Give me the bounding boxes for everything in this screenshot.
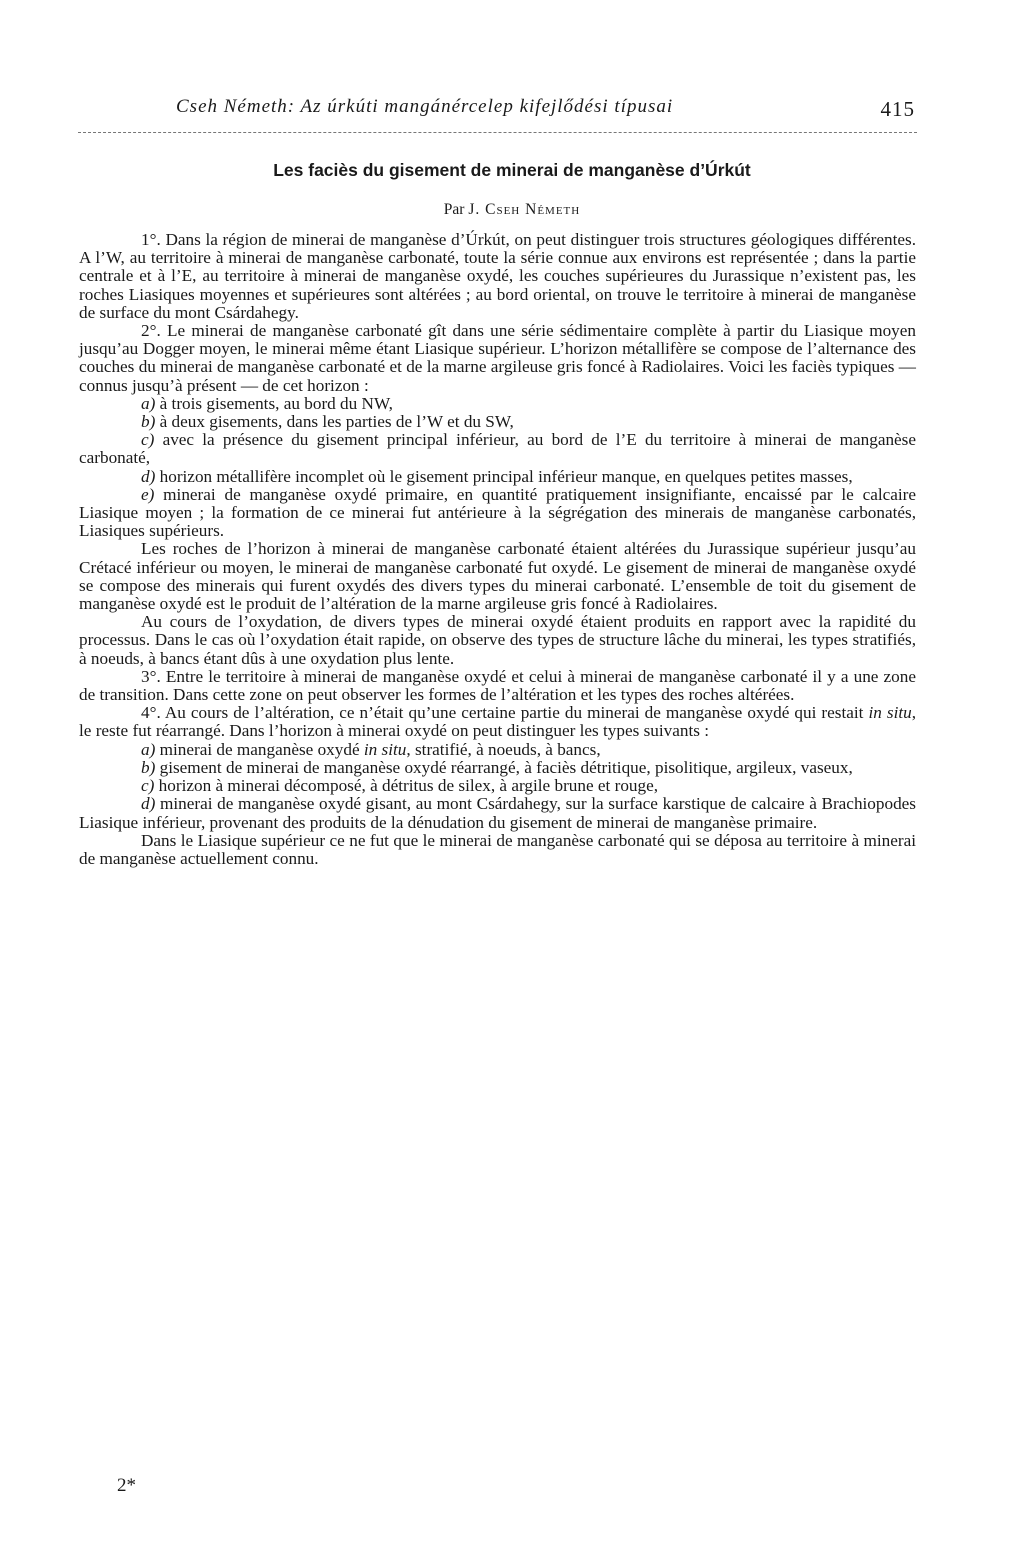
paragraph: [79, 668, 916, 704]
paragraph-text: à deux gisements, dans les parties de l’W et du SW,: [159, 412, 514, 432]
paragraph-text-after: , le reste fut réarrangé. Dans l’horizon à minerai oxydé on peut distinguer les types suivants :: [79, 703, 917, 741]
item-label: b): [141, 757, 156, 777]
list-item: [79, 741, 916, 759]
item-label: e): [141, 484, 155, 504]
list-item: [79, 486, 916, 541]
list-item: [79, 431, 916, 467]
paragraph-text: avec la présence du gisement principal inférieur, au bord de l’E du territoire à minerai de manganèse carbonaté,: [79, 430, 917, 468]
paragraph: [79, 613, 916, 668]
paragraph: [79, 231, 916, 322]
paragraph-text: minerai de manganèse oxydé: [159, 739, 360, 759]
emphasis: in situ: [868, 703, 912, 723]
item-label: a): [141, 393, 156, 413]
list-item: [79, 759, 916, 777]
paragraph-text: gisement de minerai de manganèse oxydé réarrangé, à faciès détritique, pisolitique, argileux, vaseux,: [159, 757, 853, 777]
author-name: J. Cseh Németh: [468, 201, 581, 218]
byline: [0, 201, 1024, 219]
paragraph-text-after: , stratifié, à noeuds, à bancs,: [406, 739, 601, 759]
paragraph-text: Dans le Liasique supérieur ce ne fut que le minerai de manganèse carbonaté qui se déposa au territoire à minerai de manganèse actuellement connu.: [79, 830, 916, 868]
item-label: a): [141, 739, 156, 759]
list-item: [79, 395, 916, 413]
page-number: 415: [880, 97, 915, 121]
item-label: d): [141, 794, 156, 814]
paragraph-text: 2°. Le minerai de manganèse carbonaté gît dans une série sédimentaire complète à partir du Liasique moyen jusqu’au Dogger moyen, le minerai même étant Liasique supérieur. L’horizon métallifère se compose de l’alternance des couches du minerai de manganèse carbonaté et de la marne argileuse gris foncé à Radiolaires. Voici les faciès typiques — connus jusqu’à présent — de cet horizon :: [79, 321, 916, 395]
paragraph: [79, 540, 916, 613]
list-item: [79, 468, 916, 486]
article-body: [79, 231, 916, 868]
paragraph-text: horizon à minerai décomposé, à détritus de silex, à argile brune et rouge,: [158, 776, 659, 796]
running-header: [78, 96, 917, 133]
paragraph-text: horizon métallifère incomplet où le gisement principal inférieur manque, en quelques petites masses,: [159, 466, 853, 486]
paragraph-text: à trois gisements, au bord du NW,: [159, 393, 393, 413]
item-label: c): [141, 430, 155, 450]
paragraph: [79, 832, 916, 868]
signature-mark: 2*: [117, 1475, 136, 1496]
paragraph-text: minerai de manganèse oxydé gisant, au mont Csárdahegy, sur la surface karstique de calcaire à Brachiopodes Liasique inférieur, provenant des produits de la dénudation du gisement de minerai de manganèse primaire.: [79, 794, 916, 832]
paragraph-text: Au cours de l’oxydation, de divers types de minerai oxydé étaient produits en rapport avec la rapidité du processus. Dans le cas où l’oxydation était rapide, on observe des types de structure lâche du minerai, les types stratifiés, à noeuds, à bancs étant dûs à une oxydation plus lente.: [79, 612, 916, 668]
paragraph-text: Les roches de l’horizon à minerai de manganèse carbonaté étaient altérées du Jurassique supérieur jusqu’au Crétacé inférieur ou moyen, le minerai de manganèse carbonaté fut oxydé. Le gisement de minerai de manganèse oxydé se compose des minerais qui furent oxydés des divers types du minerai carbonaté. L’ensemble de toit du gisement de manganèse oxydé est le produit de l’altération de la marne argileuse gris foncé à Radiolaires.: [79, 539, 916, 614]
paragraph-text: 3°. Entre le territoire à minerai de manganèse oxydé et celui à minerai de manganèse carbonaté il y a une zone de transition. Dans cette zone on peut observer les formes de l’altération et les types des roches altérées.: [79, 666, 916, 705]
running-title: Cseh Németh: Az úrkúti mangánércelep kifejlődési típusai: [176, 96, 674, 117]
paragraph-text: 4°. Au cours de l’altération, ce n’était qu’une certaine partie du minerai de manganèse oxydé qui restait: [141, 703, 864, 723]
list-item: [79, 413, 916, 431]
item-label: d): [141, 466, 156, 486]
item-label: b): [141, 412, 156, 432]
paragraph: [79, 322, 916, 395]
paragraph-text: 1°. Dans la région de minerai de manganèse d’Úrkút, on peut distinguer trois structures géologiques différentes. A l’W, au territoire à minerai de manganèse carbonaté, toute la série connue aux environs est représentée ; dans la partie centrale et à l’E, au territoire à minerai de manganèse oxydé, les couches supérieures du Jurassique n’existent pas, les roches Liasiques moyennes et supérieures sont altérées ; au bord oriental, on trouve le territoire à minerai de manganèse de surface du mont Csárdahegy.: [79, 230, 916, 322]
item-label: c): [141, 776, 155, 796]
paragraph: [79, 704, 916, 740]
list-item: [79, 777, 916, 795]
list-item: [79, 795, 916, 831]
paragraph-text: minerai de manganèse oxydé primaire, en quantité pratiquement insignifiante, encaissé par le calcaire Liasique moyen ; la formation de ce minerai fut antérieure à la ségrégation des minerais de manganèse carbonatés, Liasiques supérieurs.: [79, 484, 916, 541]
article-title: Les faciès du gisement de minerai de manganèse d’Úrkút: [273, 160, 751, 180]
emphasis: in situ: [363, 739, 407, 759]
byline-prefix: Par: [443, 201, 465, 218]
